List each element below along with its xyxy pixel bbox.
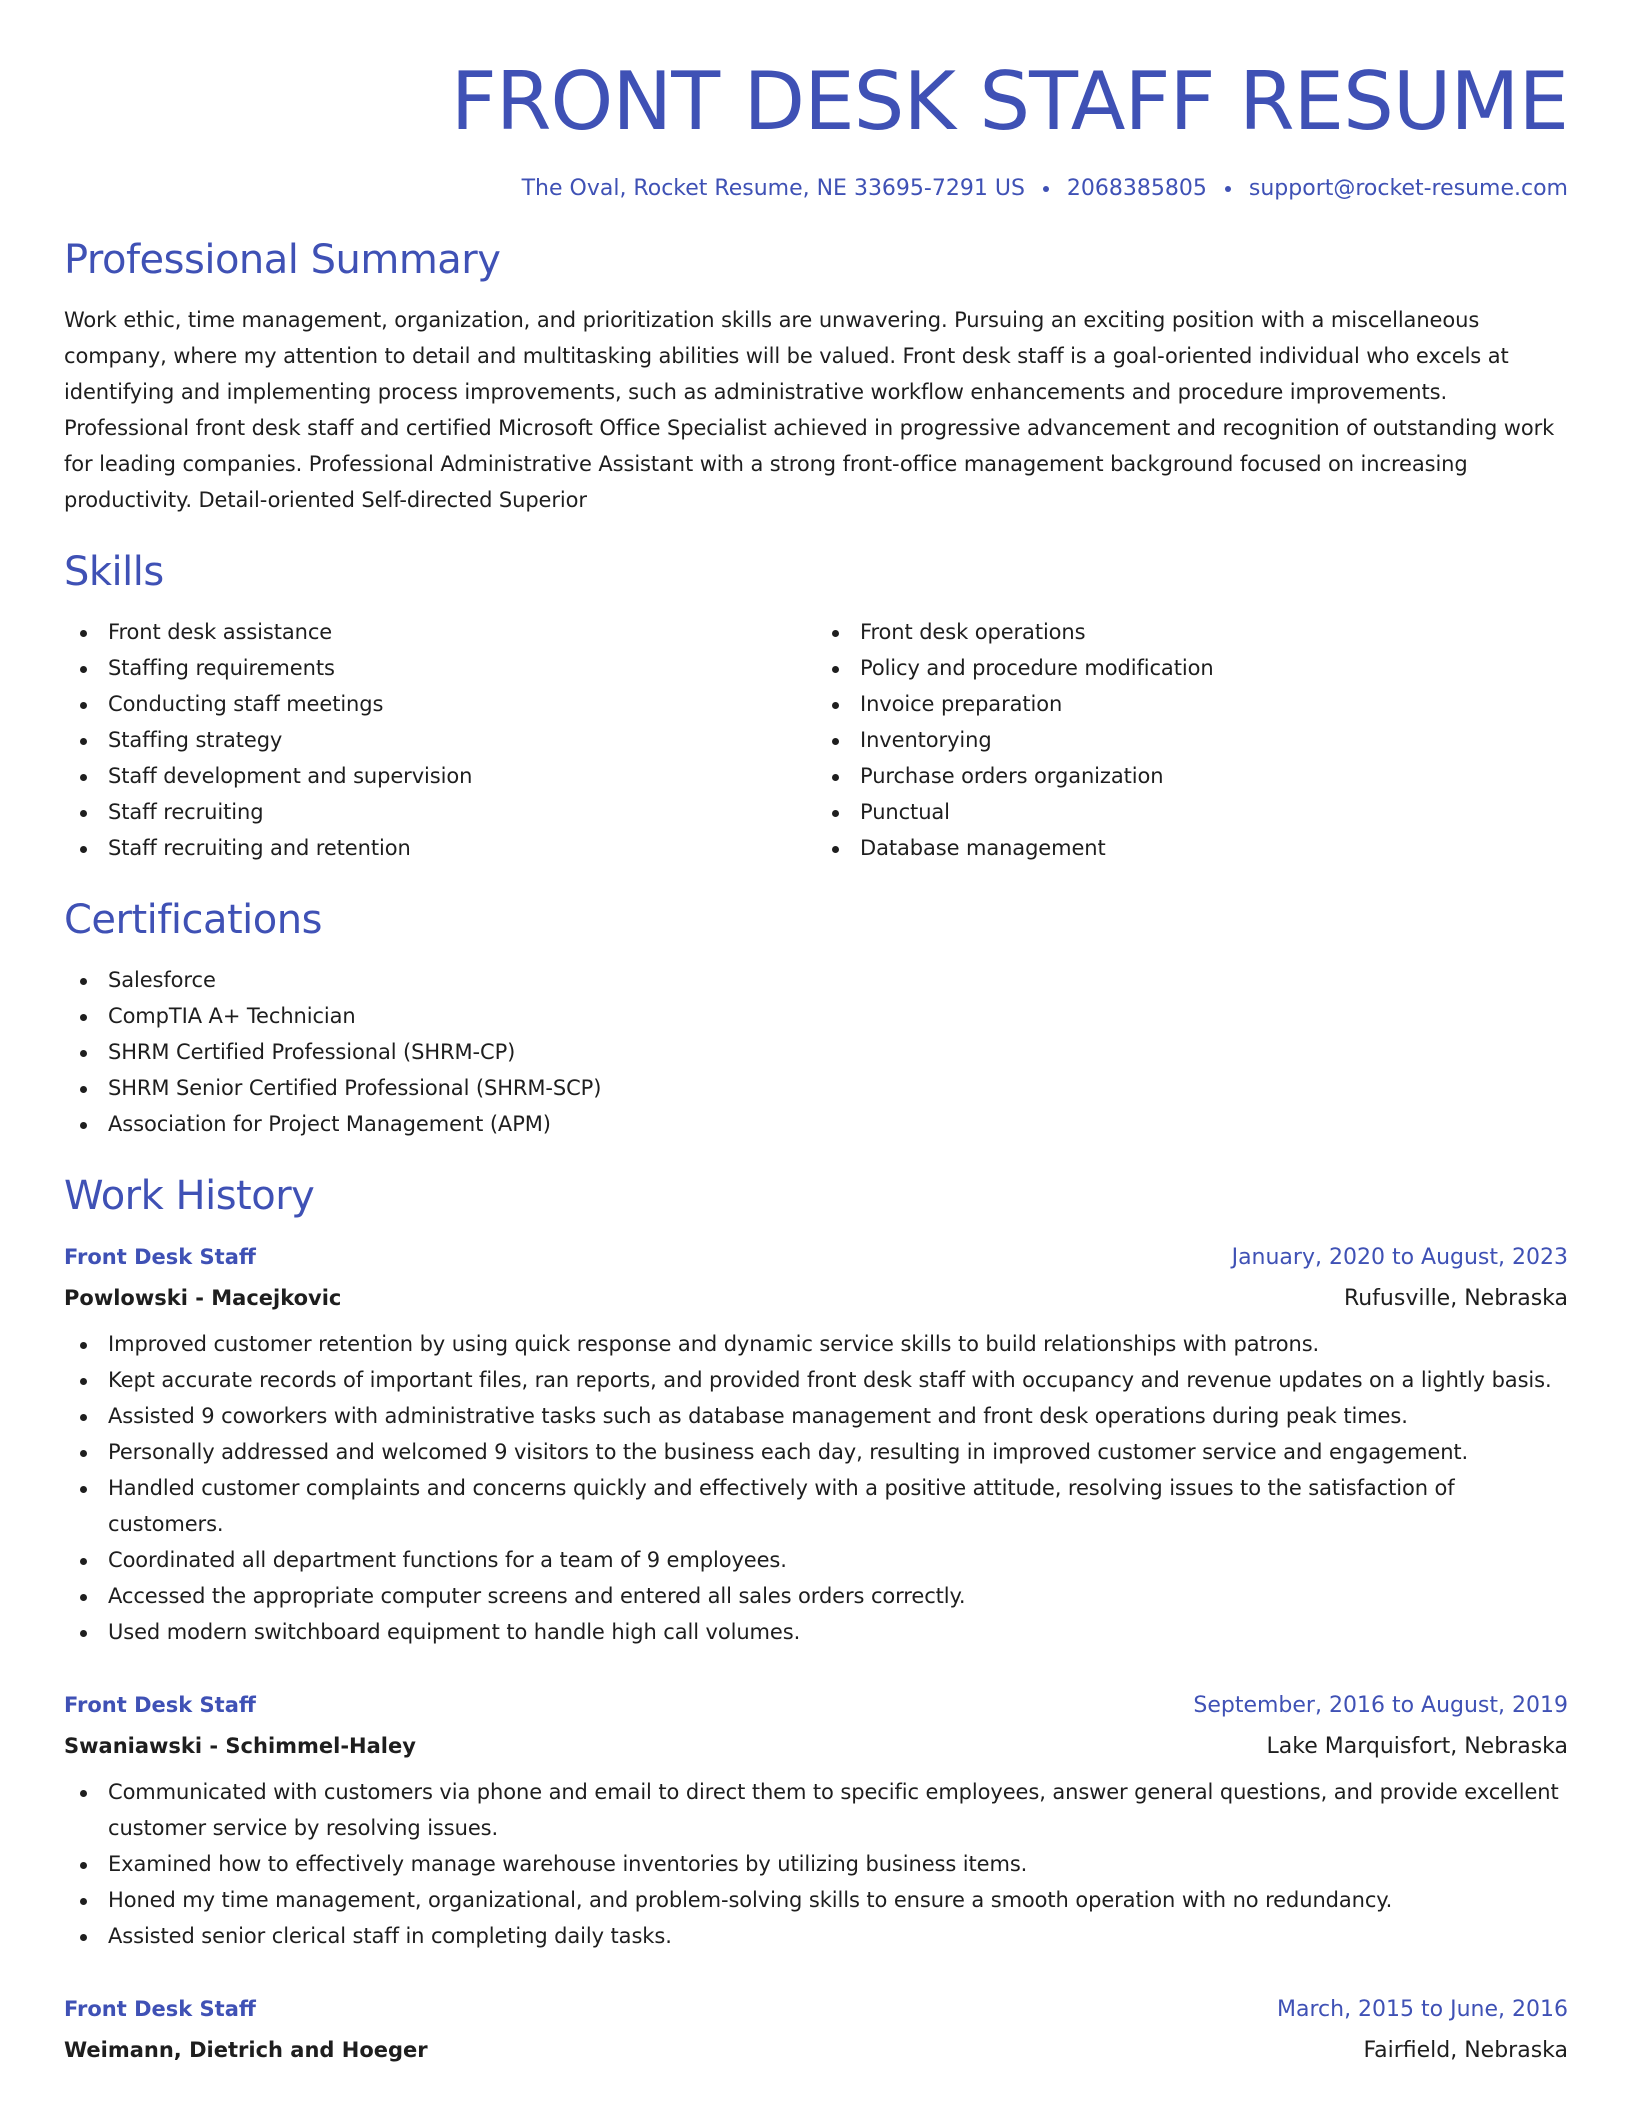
list-item: Honed my time management, organizational, and problem-solving skills to ensure a smooth operation with no redundancy.	[64, 1882, 1568, 1918]
list-item: CompTIA A+ Technician	[64, 998, 1568, 1034]
resume-title: FRONT DESK STAFF RESUME	[450, 55, 1568, 148]
company-name: Swaniawski - Schimmel-Haley	[64, 1734, 416, 1759]
list-item: Assisted senior clerical staff in completing daily tasks.	[64, 1918, 1568, 1954]
company-name: Powlowski - Macejkovic	[64, 1286, 342, 1311]
list-item: Front desk assistance	[64, 614, 816, 650]
list-item: Staffing requirements	[64, 650, 816, 686]
job-entry	[64, 1690, 1568, 1954]
list-item: Database management	[816, 830, 1568, 866]
job-entry	[64, 1994, 1568, 2066]
job-location: Fairfield, Nebraska	[1363, 2038, 1568, 2064]
job-dates: March, 2015 to June, 2016	[1277, 1997, 1568, 2023]
list-item: SHRM Certified Professional (SHRM-CP)	[64, 1034, 1568, 1070]
job-duties	[64, 1774, 1568, 1954]
job-duties	[64, 1326, 1568, 1650]
list-item: Improved customer retention by using quick response and dynamic service skills to build relationships with patrons.	[64, 1326, 1568, 1362]
list-item: Coordinated all department functions for a team of 9 employees.	[64, 1542, 1568, 1578]
job-location: Lake Marquisfort, Nebraska	[1266, 1734, 1568, 1760]
contact-email[interactable]: support@rocket-resume.com	[1248, 176, 1568, 201]
list-item: Communicated with customers via phone and email to direct them to specific employees, answer general questions, and provide excellent customer service by resolving issues.	[64, 1774, 1568, 1846]
summary-section	[64, 237, 1568, 518]
list-item: SHRM Senior Certified Professional (SHRM-SCP)	[64, 1070, 1568, 1106]
contact-address: The Oval, Rocket Resume, NE 33695-7291 US	[521, 176, 1025, 201]
list-item: Assisted 9 coworkers with administrative tasks such as database management and front desk operations during peak times.	[64, 1398, 1568, 1434]
section-heading: Professional Summary	[64, 237, 501, 284]
list-item: Conducting staff meetings	[64, 686, 816, 722]
section-heading: Certifications	[64, 897, 322, 944]
certifications-section	[64, 897, 1568, 1142]
list-item: Personally addressed and welcomed 9 visitors to the business each day, resulting in improved customer service and engagement.	[64, 1434, 1568, 1470]
job-dates: September, 2016 to August, 2019	[1193, 1693, 1568, 1719]
bullet-separator	[1043, 186, 1049, 192]
list-item: Handled customer complaints and concerns quickly and effectively with a positive attitude, resolving issues to the satisfaction of customers.	[64, 1470, 1568, 1542]
bullet-separator	[1225, 186, 1231, 192]
list-item: Examined how to effectively manage warehouse inventories by utilizing business items.	[64, 1846, 1568, 1882]
list-item: Kept accurate records of important files, ran reports, and provided front desk staff with occupancy and revenue updates on a lightly basis.	[64, 1362, 1568, 1398]
list-item: Inventorying	[816, 722, 1568, 758]
list-item: Staff recruiting	[64, 794, 816, 830]
job-title: Front Desk Staff	[64, 1997, 256, 2022]
list-item: Accessed the appropriate computer screens and entered all sales orders correctly.	[64, 1578, 1568, 1614]
section-heading: Skills	[64, 549, 164, 596]
certifications-list	[64, 962, 1568, 1142]
list-item: Association for Project Management (APM)	[64, 1106, 1568, 1142]
summary-text: Work ethic, time management, organization, and prioritization skills are unwavering. Pursuing an exciting position with a miscellaneous company, where my attention to detail and multitasking abilities will be valued. Front desk staff is a goal-oriented individual who excels at identifying and implementing process improvements, such as administrative workflow enhancements and procedure improvements. Professional front desk staff and certified Microsoft Office Specialist achieved in progressive advancement and recognition of outstanding work for leading companies. Professional Administrative Assistant with a strong front-office management background focused on increasing productivity. Detail-oriented Self-directed Superior	[64, 308, 1555, 513]
list-item: Policy and procedure modification	[816, 650, 1568, 686]
job-location: Rufusville, Nebraska	[1343, 1286, 1568, 1312]
list-item: Invoice preparation	[816, 686, 1568, 722]
section-heading: Work History	[64, 1173, 315, 1220]
company-name: Weimann, Dietrich and Hoeger	[64, 2038, 428, 2063]
contact-phone: 2068385805	[1066, 176, 1207, 201]
skills-section	[64, 549, 1568, 866]
skills-columns	[64, 614, 1568, 866]
list-item: Staffing strategy	[64, 722, 816, 758]
skills-list-right	[816, 614, 1568, 866]
list-item: Salesforce	[64, 962, 1568, 998]
list-item: Staff development and supervision	[64, 758, 816, 794]
list-item: Purchase orders organization	[816, 758, 1568, 794]
list-item: Staff recruiting and retention	[64, 830, 816, 866]
list-item: Front desk operations	[816, 614, 1568, 650]
contact-line	[64, 176, 1568, 202]
job-title: Front Desk Staff	[64, 1693, 256, 1718]
list-item: Used modern switchboard equipment to handle high call volumes.	[64, 1614, 1568, 1650]
job-dates: January, 2020 to August, 2023	[1231, 1245, 1568, 1271]
skills-list-left	[64, 614, 816, 866]
list-item: Punctual	[816, 794, 1568, 830]
job-title: Front Desk Staff	[64, 1245, 256, 1270]
work-history-section	[64, 1173, 1568, 2066]
job-entry	[64, 1242, 1568, 1650]
